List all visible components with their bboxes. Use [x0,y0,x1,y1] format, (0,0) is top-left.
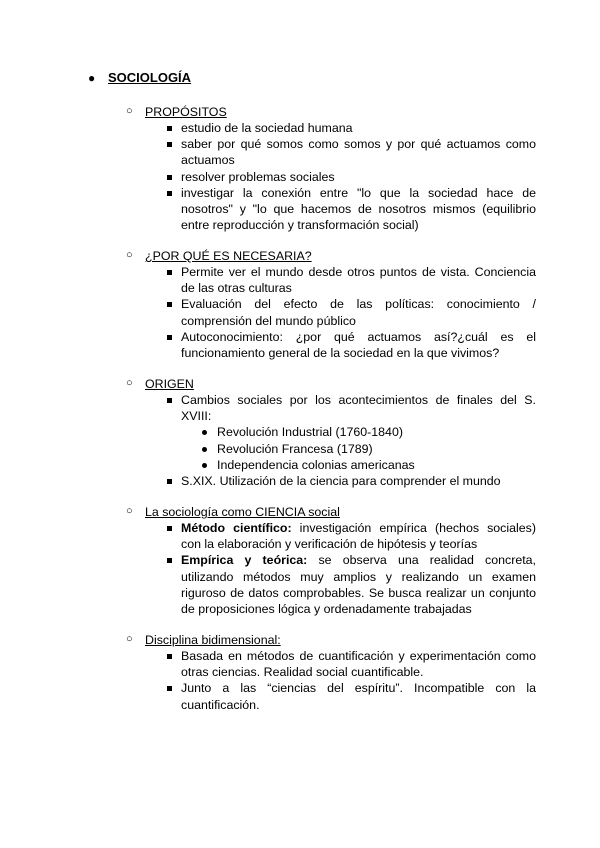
bullet-circle-icon: ○ [126,633,133,645]
sub-list-item: Independencia colonias americanas [181,457,536,473]
list-item: Permite ver el mundo desde otros puntos de vista. Conciencia de las otras culturas [126,264,536,296]
bullet-circle-icon: ○ [126,249,133,261]
section-title: Disciplina bidimensional: [145,633,281,647]
bullet-disc-icon [202,430,207,435]
list-item: Autoconocimiento: ¿por qué actuamos así?¿cuál es el funcionamiento general de la sociedad en la que vivimos? [126,329,536,361]
page-title: SOCIOLOGÍA [108,70,192,85]
section-title: ¿POR QUÉ ES NECESARIA? [145,249,312,263]
section-title: La sociología como CIENCIA social [145,505,340,519]
bullet-square-icon [167,142,172,147]
section-bidimensional [126,632,536,713]
bullet-square-icon [167,686,172,691]
list-item: Método científico: investigación empírica (hechos sociales) con la elaboración y verificación de hipótesis y teorías [126,520,536,552]
bullet-square-icon [167,526,172,531]
section-heading [126,248,536,264]
list-item: Cambios sociales por los acontecimientos de finales del S. XVIII: Revolución Industrial (1760-1840) Revolución Francesa (1789) Independencia colonias americanas [126,392,536,473]
bullet-square-icon [167,191,172,196]
bullet-square-icon [167,398,172,403]
list-item: S.XIX. Utilización de la ciencia para comprender el mundo [126,473,536,489]
section-heading [126,104,536,120]
section-heading [126,376,536,392]
bullet-circle-icon: ○ [126,377,133,389]
bullet-square-icon [167,302,172,307]
bullet-square-icon [167,654,172,659]
section-heading [126,504,536,520]
list-item: Empírica y teórica: se observa una realidad concreta, utilizando métodos muy amplios y realizando un examen riguroso de datos comprobables. Se busca realizar un conjunto de proposiciones lógica y ordenadamente trabajadas [126,552,536,617]
bullet-square-icon [167,270,172,275]
bullet-square-icon [167,335,172,340]
bullet-square-icon [167,126,172,131]
section-por-que [126,248,536,361]
bullet-disc-icon: ● [88,71,96,85]
section-propositos [126,104,536,233]
list-item: Junto a las “ciencias del espíritu”. Incompatible con la cuantificación. [126,680,536,712]
section-title: PROPÓSITOS [145,105,227,119]
list-item: resolver problemas sociales [126,169,536,185]
list-item: investigar la conexión entre "lo que la sociedad hace de nosotros" y "lo que hacemos de nosotros mismos (equilibrio entre reproducción y transformación social) [126,185,536,234]
bullet-square-icon [167,479,172,484]
list-item: estudio de la sociedad humana [126,120,536,136]
sub-list-item: Revolución Francesa (1789) [181,441,536,457]
bullet-square-icon [167,558,172,563]
list-item: Basada en métodos de cuantificación y experimentación como otras ciencias. Realidad social cuantificable. [126,648,536,680]
bullet-circle-icon: ○ [126,505,133,517]
section-ciencia-social [126,504,536,617]
section-title: ORIGEN [145,377,194,391]
section-origen [126,376,536,489]
bullet-square-icon [167,175,172,180]
bullet-circle-icon: ○ [126,105,133,117]
list-item: Evaluación del efecto de las políticas: conocimiento / comprensión del mundo público [126,296,536,328]
term-label: Método científico: [181,521,292,535]
sub-list-item: Revolución Industrial (1760-1840) [181,424,536,440]
bullet-disc-icon [202,447,207,452]
section-heading [126,632,536,648]
list-item: saber por qué somos como somos y por qué actuamos como actuamos [126,136,536,168]
term-label: Empírica y teórica: [181,553,308,568]
bullet-disc-icon [202,463,207,468]
sub-list [181,424,536,473]
